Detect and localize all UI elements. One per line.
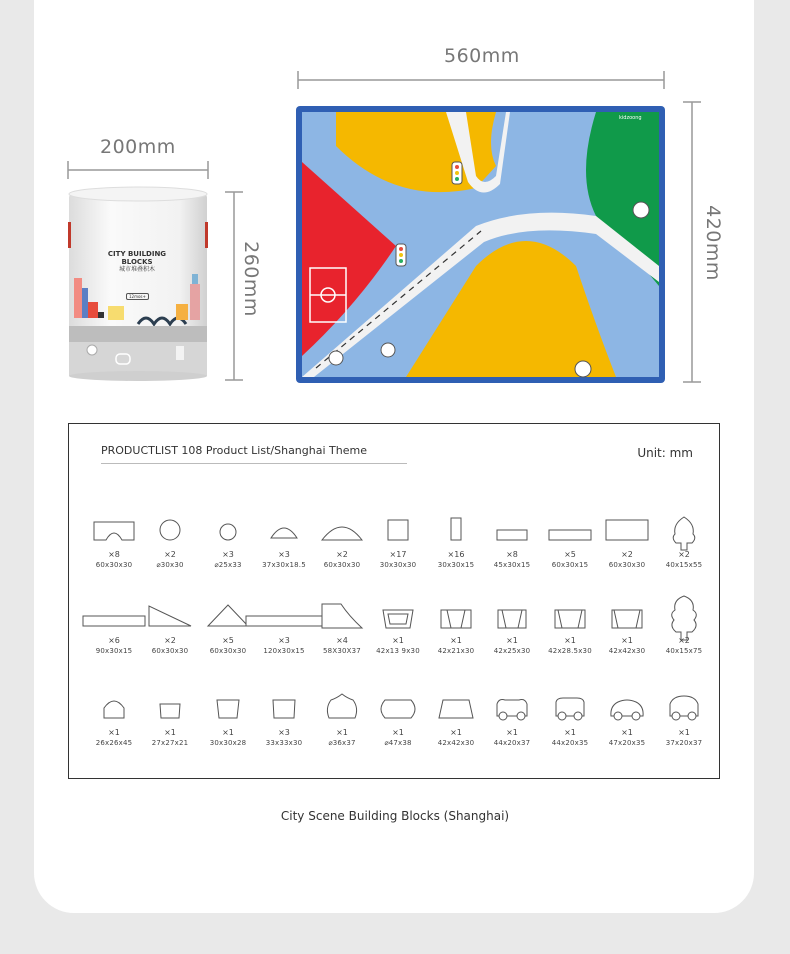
product-quantity: ×3 <box>278 728 290 737</box>
product-list-panel <box>68 423 720 779</box>
product-quantity: ×2 <box>164 550 176 559</box>
product-item <box>596 516 658 570</box>
mat-width-label: 560mm <box>444 45 520 67</box>
block-shape-icon <box>375 694 421 722</box>
product-item <box>311 516 373 570</box>
product-item <box>83 516 145 570</box>
product-item <box>83 602 145 656</box>
bucket-title-line1: CITY BUILDING <box>107 250 167 258</box>
bucket-width-dimension-line <box>66 158 210 182</box>
product-item <box>253 602 315 656</box>
product-quantity: ×1 <box>392 636 404 645</box>
product-item <box>425 694 487 748</box>
block-shape-icon <box>547 602 593 630</box>
product-item <box>539 694 601 748</box>
product-quantity: ×1 <box>336 728 348 737</box>
product-list-heading: PRODUCTLIST 108 Product List/Shanghai Theme <box>101 444 407 464</box>
product-item <box>197 602 259 656</box>
product-size: 27x27x21 <box>151 739 189 747</box>
play-mat-image <box>296 106 665 383</box>
product-item <box>481 516 543 570</box>
product-size: 42x25x30 <box>493 647 531 655</box>
mat-height-label: 420mm <box>701 205 724 281</box>
product-size: ⌀25x33 <box>214 561 242 569</box>
product-item <box>197 694 259 748</box>
block-shape-icon <box>205 694 251 722</box>
block-shape-icon <box>261 602 307 630</box>
product-quantity: ×1 <box>108 728 120 737</box>
product-quantity: ×1 <box>678 728 690 737</box>
bucket-title-line2: BLOCKS <box>121 258 153 266</box>
unit-label: Unit: mm <box>637 446 693 460</box>
product-quantity: ×1 <box>506 728 518 737</box>
product-item <box>653 516 715 570</box>
block-shape-icon <box>91 694 137 722</box>
product-size: 37x20x37 <box>665 739 703 747</box>
product-quantity: ×1 <box>222 728 234 737</box>
product-item <box>367 694 429 748</box>
product-size: 30x30x15 <box>437 561 475 569</box>
product-size: ⌀47x38 <box>384 739 412 747</box>
product-item <box>653 602 715 656</box>
product-size: 42x21x30 <box>437 647 475 655</box>
product-item <box>481 694 543 748</box>
block-shape-icon <box>375 516 421 544</box>
product-size: 60x30x30 <box>323 561 361 569</box>
product-size: 42x42x30 <box>437 739 475 747</box>
product-caption: City Scene Building Blocks (Shanghai) <box>280 809 510 823</box>
product-quantity: ×1 <box>450 728 462 737</box>
product-quantity: ×1 <box>392 728 404 737</box>
product-size: 60x30x30 <box>209 647 247 655</box>
product-item <box>253 694 315 748</box>
product-size: 42x42x30 <box>608 647 646 655</box>
block-shape-icon <box>661 602 707 630</box>
product-quantity: ×4 <box>336 636 348 645</box>
product-quantity: ×8 <box>506 550 518 559</box>
block-shape-icon <box>375 602 421 630</box>
product-item <box>139 694 201 748</box>
product-size: 40x15x55 <box>665 561 703 569</box>
product-size: 30x30x28 <box>209 739 247 747</box>
block-shape-icon <box>261 516 307 544</box>
product-size: 42x28.5x30 <box>548 647 592 655</box>
product-item <box>596 602 658 656</box>
product-quantity: ×5 <box>564 550 576 559</box>
bucket-image <box>68 186 208 382</box>
product-item <box>311 694 373 748</box>
mat-height-dimension-line <box>680 100 704 384</box>
product-size: 60x30x30 <box>95 561 133 569</box>
block-shape-icon <box>319 694 365 722</box>
product-item <box>197 516 259 570</box>
product-size: 37x30x18.5 <box>262 561 306 569</box>
bucket-width-label: 200mm <box>100 136 176 158</box>
product-quantity: ×1 <box>621 636 633 645</box>
bucket-age-badge: 12mos+ <box>126 293 149 300</box>
mat-width-dimension-line <box>296 68 666 92</box>
product-size: 60x30x30 <box>608 561 646 569</box>
product-quantity: ×2 <box>678 636 690 645</box>
product-item <box>596 694 658 748</box>
block-shape-icon <box>604 694 650 722</box>
product-size: 58X30X37 <box>323 647 361 655</box>
product-item <box>539 516 601 570</box>
product-size: 120x30x15 <box>263 647 305 655</box>
product-item <box>367 516 429 570</box>
product-item <box>425 602 487 656</box>
product-size: 30x30x30 <box>379 561 417 569</box>
product-item <box>539 602 601 656</box>
block-shape-icon <box>661 516 707 544</box>
block-shape-icon <box>91 516 137 544</box>
block-shape-icon <box>604 602 650 630</box>
block-shape-icon <box>604 516 650 544</box>
product-quantity: ×1 <box>621 728 633 737</box>
product-quantity: ×2 <box>621 550 633 559</box>
product-size: 45x30x15 <box>493 561 531 569</box>
product-size: 44x20x37 <box>493 739 531 747</box>
product-size: ⌀30x30 <box>156 561 184 569</box>
product-quantity: ×2 <box>678 550 690 559</box>
product-quantity: ×16 <box>447 550 465 559</box>
product-quantity: ×1 <box>450 636 462 645</box>
bucket-height-label: 260mm <box>239 241 262 317</box>
block-shape-icon <box>147 694 193 722</box>
product-size: 60x30x30 <box>151 647 189 655</box>
product-size: 90x30x15 <box>95 647 133 655</box>
block-shape-icon <box>205 516 251 544</box>
product-quantity: ×1 <box>564 728 576 737</box>
product-item <box>139 602 201 656</box>
product-quantity: ×17 <box>389 550 407 559</box>
block-shape-icon <box>489 516 535 544</box>
product-quantity: ×1 <box>564 636 576 645</box>
block-shape-icon <box>489 694 535 722</box>
product-size: 33x33x30 <box>265 739 303 747</box>
block-shape-icon <box>433 516 479 544</box>
block-shape-icon <box>661 694 707 722</box>
product-size: 26x26x45 <box>95 739 133 747</box>
product-quantity: ×1 <box>506 636 518 645</box>
bucket-title <box>102 250 172 274</box>
product-item <box>311 602 373 656</box>
block-shape-icon <box>261 694 307 722</box>
block-shape-icon <box>205 602 251 630</box>
block-shape-icon <box>547 694 593 722</box>
product-size: 60x30x15 <box>551 561 589 569</box>
product-quantity: ×3 <box>222 550 234 559</box>
product-quantity: ×3 <box>278 550 290 559</box>
product-quantity: ×2 <box>164 636 176 645</box>
block-shape-icon <box>319 602 365 630</box>
block-shape-icon <box>433 602 479 630</box>
product-size: 44x20x35 <box>551 739 589 747</box>
block-shape-icon <box>91 602 137 630</box>
product-item <box>253 516 315 570</box>
block-shape-icon <box>547 516 593 544</box>
product-quantity: ×2 <box>336 550 348 559</box>
product-item <box>139 516 201 570</box>
product-quantity: ×1 <box>164 728 176 737</box>
product-quantity: ×3 <box>278 636 290 645</box>
bucket-subtitle: 城市堆叠积木 <box>118 266 155 273</box>
product-item <box>367 602 429 656</box>
product-size: 42x13 9x30 <box>376 647 420 655</box>
product-size: 40x15x75 <box>665 647 703 655</box>
block-shape-icon <box>433 694 479 722</box>
block-shape-icon <box>489 602 535 630</box>
product-item <box>481 602 543 656</box>
product-item <box>425 516 487 570</box>
product-size: ⌀36x37 <box>328 739 356 747</box>
product-quantity: ×6 <box>108 636 120 645</box>
block-shape-icon <box>319 516 365 544</box>
product-size: 47x20x35 <box>608 739 646 747</box>
product-quantity: ×8 <box>108 550 120 559</box>
product-item <box>653 694 715 748</box>
product-quantity: ×5 <box>222 636 234 645</box>
block-shape-icon <box>147 602 193 630</box>
mat-brand: kidzoong <box>619 115 642 121</box>
block-shape-icon <box>147 516 193 544</box>
product-item <box>83 694 145 748</box>
